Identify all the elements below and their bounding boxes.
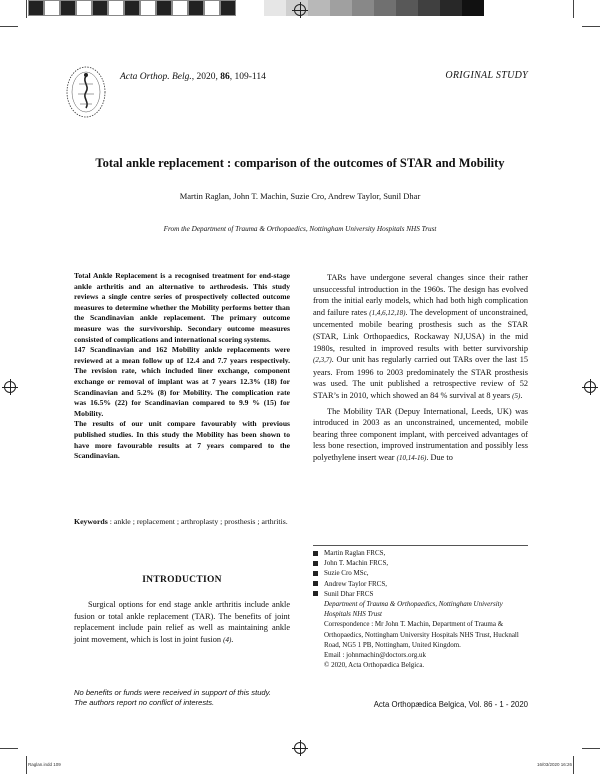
journal-pages: 109-114 (234, 72, 266, 82)
abstract-paragraph: The results of our unit compare favourably with previous published studies. In this study the Mobility has been shown to have more favourable results at 7 years compared to the Scandinavian. (74, 419, 290, 461)
journal-abbrev: Acta Orthop. Belg. (120, 72, 192, 82)
author-name: Suzie Cro MSc, (324, 569, 369, 578)
article-affiliation: From the Department of Trauma & Orthopaedics, Nottingham University Hospitals NHS Trust (163, 225, 437, 233)
bullet-square-icon (313, 591, 318, 596)
color-swatch (374, 0, 396, 16)
journal-year: 2020 (196, 72, 216, 82)
correspondence-address: Correspondence : Mr John T. Machin, Department of Trauma & Orthopaedics, Nottingham University Hospitals NHS Trust, Hucknall Road, NG5 1 PB, Nottingham, United Kingdom. (324, 620, 519, 649)
trim-mark (26, 756, 27, 774)
author-credential (313, 568, 528, 578)
registration-block (188, 0, 204, 16)
trim-mark (0, 26, 18, 27)
color-swatch (396, 0, 418, 16)
crosshair-icon (584, 381, 596, 393)
color-swatch (308, 0, 330, 16)
text-span: Surgical options for end stage ankle arthritis include ankle fusion or total ankle replacement (TAR). The benefits of joint replacement include pain relief as well as maintaining ankle joint movement, which is lost in joint fusion (74, 600, 290, 644)
body-paragraph (313, 406, 528, 465)
footer-journal: Acta Orthopædica Belgica, Vol. 86 - 1 - 2020 (373, 700, 528, 709)
registration-block (156, 0, 172, 16)
divider (313, 545, 528, 546)
color-swatch (264, 0, 286, 16)
trim-mark (573, 0, 574, 18)
author-name: Sunil Dhar FRCS (324, 589, 374, 598)
author-name: Martin Raglan FRCS, (324, 549, 386, 557)
registration-block (60, 0, 76, 16)
citation: (5) (512, 391, 521, 400)
text-span: . Our unit has regularly carried out TARs over the last 15 years. From 1996 to 2003 predominately the STAR prosthesis was used. The unit published a retrospective review of 52 STAR’s in 2010, which showed an 84 % survival at 8 years (313, 355, 528, 400)
registration-block (220, 0, 236, 16)
author-credential (313, 589, 528, 599)
trim-mark (26, 0, 27, 18)
text-span: TARs have undergone several changes since their rather unsuccessful introduction in the 1960s. The design has evolved from the initial early models, which had both high complication and failure rates (313, 273, 528, 317)
keywords (74, 516, 290, 527)
abstract-paragraph: Total Ankle Replacement is a recognised treatment for end-stage ankle arthritis and an alternative to arthrodesis. This study reviews a single centre series of prospectively collected outcome measures to determine whether the Mobility performs better than the Scandinavian ankle replacement. The primary outcome measure was the survivorship. Secondary outcome measures consisted of complications and international scoring systems. (74, 271, 290, 344)
citation: (2,3,7) (313, 356, 332, 365)
trim-mark (573, 756, 574, 774)
journal-logo-icon (64, 64, 108, 120)
print-slug-file: Raglan.indd 109 (28, 762, 61, 767)
print-slug-date: 16/03/2020 16:26 (536, 762, 572, 767)
text-span: . Due to (426, 452, 453, 462)
color-swatch (418, 0, 440, 16)
trim-mark (582, 26, 600, 27)
journal-reference: Acta Orthop. Belg., 2020, 86, 109-114 (120, 72, 266, 82)
color-swatch (440, 0, 462, 16)
author-name: Andrew Taylor FRCS, (324, 579, 387, 588)
article-authors: Martin Raglan, John T. Machin, Suzie Cro, Andrew Taylor, Sunil Dhar (179, 191, 421, 201)
color-swatch (462, 0, 484, 16)
bullet-square-icon (313, 571, 318, 576)
registration-block (204, 0, 220, 16)
bullet-square-icon (313, 561, 318, 566)
keywords-label: Keywords (74, 517, 108, 526)
color-swatch (330, 0, 352, 16)
registration-block (108, 0, 124, 16)
text-span: . The development of unconstrained, uncemented mobile bearing prosthesis such as the STAR (STAR, Link Orthopaedics, Rockaway NJ,USA) in the mid 1980s, resulted in improved results with better survivorship (313, 307, 528, 353)
correspondence-email: Email : johnmachin@doctors.org.uk (324, 651, 426, 660)
funding-note (74, 688, 271, 708)
bullet-square-icon (313, 581, 318, 586)
introduction-heading: INTRODUCTION (142, 575, 222, 585)
body-text-right (313, 272, 528, 468)
author-credential (313, 548, 528, 558)
funding-statement: No benefits or funds were received in support of this study. (74, 688, 271, 697)
author-credential (313, 579, 528, 589)
crosshair-icon (4, 381, 16, 393)
abstract-paragraph: 147 Scandinavian and 162 Mobility ankle replacements were reviewed at a mean follow up of 12.4 and 7.7 years respectively. The revision rate, which included liner exchange, component exchange or removal of implant was at 7 years 12.3% (18) for Scandinavian and 5.2% (8) for Mobility. The complication rate was 16.5% (22) for Scandinavian compared to 9.9 % (15) for Mobility. (74, 345, 290, 418)
citation: (1,4,6,12,18) (369, 308, 406, 317)
trim-mark (582, 748, 600, 749)
introduction-text (74, 599, 290, 646)
registration-block (172, 0, 188, 16)
introduction-paragraph (74, 599, 290, 646)
section-label: ORIGINAL STUDY (445, 70, 528, 81)
registration-block (44, 0, 60, 16)
journal-volume: 86 (220, 72, 230, 82)
text-span: . (231, 634, 234, 644)
abstract (74, 271, 290, 462)
crosshair-icon (294, 4, 306, 16)
registration-block (76, 0, 92, 16)
registration-block (140, 0, 156, 16)
text-span: . (520, 390, 523, 400)
citation: (10,14-16) (396, 453, 427, 462)
bullet-square-icon (313, 551, 318, 556)
correspondence-block (313, 548, 528, 670)
author-name: John T. Machin FRCS, (324, 559, 389, 568)
copyright: © 2020, Acta Orthopædica Belgica. (324, 661, 425, 670)
registration-block (92, 0, 108, 16)
color-swatch (352, 0, 374, 16)
body-paragraph (313, 272, 528, 403)
crosshair-icon (294, 742, 306, 754)
text-span: The Mobility TAR (Depuy International, Leeds, UK) was introduced in 2003 as an unconstrained, uncemented, mobile bearing three component implant, with perceived advantages of less bone resection, improved instrumentation and possibly less polyethylene insert wear (313, 406, 528, 462)
author-credential (313, 558, 528, 568)
citation: (4) (223, 635, 232, 644)
article-title: Total ankle replacement : comparison of the outcomes of STAR and Mobility (95, 156, 505, 170)
conflict-statement: The authors report no conflict of interests. (74, 698, 215, 707)
registration-block (124, 0, 140, 16)
trim-mark (0, 748, 18, 749)
keywords-list: : ankle ; replacement ; arthroplasty ; prosthesis ; arthritis. (109, 517, 288, 526)
registration-block (28, 0, 44, 16)
correspondence-department: Department of Trauma & Orthopaedics, Nottingham University Hospitals NHS Trust (324, 600, 503, 619)
